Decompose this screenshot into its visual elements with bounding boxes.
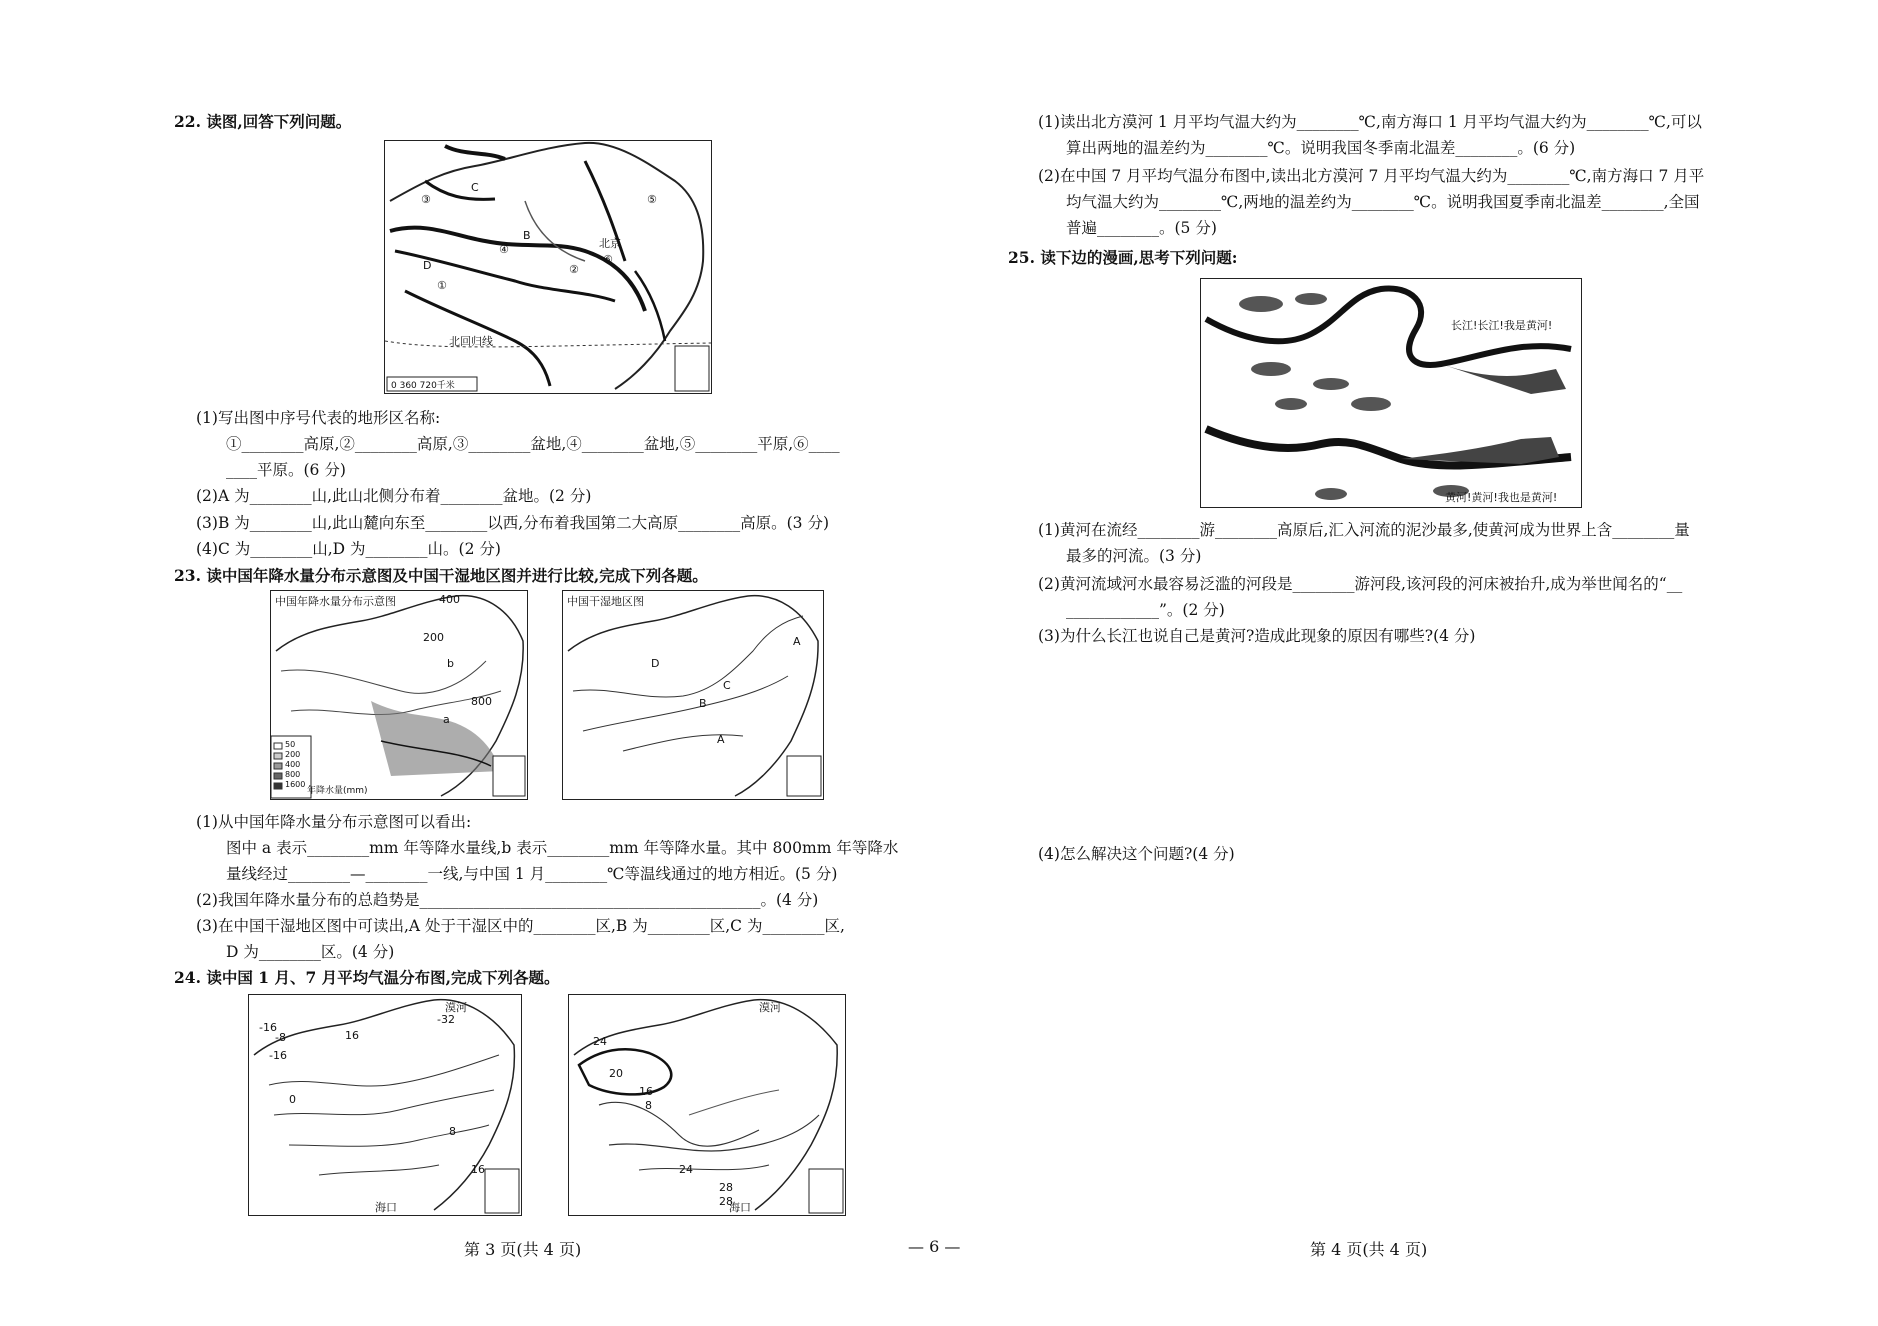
terrain-label-4: ④ xyxy=(499,243,509,256)
precip-legend-200: 200 xyxy=(285,750,301,759)
terrain-label-b: B xyxy=(523,229,531,242)
q22-sub2: (2)A 为________山,此山北侧分布着________盆地。(2 分) xyxy=(196,487,592,505)
dry-wet-map-title: 中国干湿地区图 xyxy=(567,595,644,608)
q23-sub3-b: D 为________区。(4 分) xyxy=(226,943,395,961)
terrain-label-2: ② xyxy=(569,263,579,276)
q25-sub2-b: ____________”。(2 分) xyxy=(1066,601,1225,619)
dry-wet-label-a-north: A xyxy=(793,635,801,648)
jan-label-haikou: 海口 xyxy=(375,1201,397,1214)
q23-title: 23. 读中国年降水量分布示意图及中国干湿地区图并进行比较,完成下列各题。 xyxy=(174,566,708,585)
terrain-label-3: ③ xyxy=(421,193,431,206)
dry-wet-label-c: C xyxy=(723,679,731,692)
terrain-label-d: D xyxy=(423,259,432,272)
q22-sub1-a: (1)写出图中序号代表的地形区名称: xyxy=(196,409,441,427)
q22-sub4: (4)C 为________山,D 为________山。(2 分) xyxy=(196,540,501,558)
q24-sub1-b: 算出两地的温差约为________℃。说明我国冬季南北温差________。(6 分) xyxy=(1066,139,1576,157)
precip-legend-800: 800 xyxy=(285,770,301,779)
jul-label-haikou: 海口 xyxy=(729,1201,751,1214)
dry-wet-label-a-south: A xyxy=(717,733,725,746)
terrain-label-c: C xyxy=(471,181,479,194)
q23-sub2: (2)我国年降水量分布的总趋势是____________________________________________。(4 分) xyxy=(196,891,819,909)
q24-sub2-c: 普遍________。(5 分) xyxy=(1066,219,1217,237)
q23-dry-wet-map xyxy=(562,590,824,800)
cartoon-speech-changjiang: 长江!长江!我是黄河! xyxy=(1451,319,1553,332)
precip-label-b: b xyxy=(447,657,454,670)
jan-label-0: 0 xyxy=(289,1093,296,1106)
jan-label-16: 16 xyxy=(345,1029,359,1042)
terrain-label-6: ⑥ xyxy=(603,253,613,266)
q25-sub1-b: 最多的河流。(3 分) xyxy=(1066,547,1202,565)
jul-label-16: 16 xyxy=(639,1085,653,1098)
terrain-scale-bar: 0 360 720千米 xyxy=(391,381,455,391)
terrain-label-tropic: 北回归线 xyxy=(449,335,493,348)
jan-label-minus32: -32 xyxy=(437,1013,455,1026)
q23-sub1-c: 量线经过________—________一线,与中国 1 月________℃等温线通过的地方相近。(5 分) xyxy=(226,865,838,883)
q24-title: 24. 读中国 1 月、7 月平均气温分布图,完成下列各题。 xyxy=(174,968,560,987)
jan-label-16-south: 16 xyxy=(471,1163,485,1176)
q22-sub3: (3)B 为________山,此山麓向东至________以西,分布着我国第二大高原________高原。(3 分) xyxy=(196,514,830,532)
precip-label-200: 200 xyxy=(423,631,444,644)
dry-wet-label-b: B xyxy=(699,697,707,710)
q22-title: 22. 读图,回答下列问题。 xyxy=(174,112,352,131)
q25-sub3: (3)为什么长江也说自己是黄河?造成此现象的原因有哪些?(4 分) xyxy=(1038,627,1476,645)
q24-sub1-a: (1)读出北方漠河 1 月平均气温大约为________℃,南方海口 1 月平均气温大约为________℃,可以 xyxy=(1038,113,1702,131)
precip-label-800: 800 xyxy=(471,695,492,708)
q22-sub1-c: ____平原。(6 分) xyxy=(226,461,346,479)
terrain-map-drawing xyxy=(385,141,711,393)
jan-label-8: 8 xyxy=(449,1125,456,1138)
q25-title: 25. 读下边的漫画,思考下列问题: xyxy=(1008,248,1238,267)
jan-label-minus16-b: -16 xyxy=(269,1049,287,1062)
q24-sub2-a: (2)在中国 7 月平均气温分布图中,读出北方漠河 7 月平均气温大约为________℃,南方海口 7 月平 xyxy=(1038,167,1705,185)
jan-label-minus8: -8 xyxy=(275,1031,286,1044)
terrain-label-1: ① xyxy=(437,279,447,292)
q25-sub1-a: (1)黄河在流经________游________高原后,汇入河流的泥沙最多,使黄河成为世界上含________量 xyxy=(1038,521,1690,539)
q22-terrain-map xyxy=(384,140,712,394)
precip-legend-400: 400 xyxy=(285,760,301,769)
q22-sub1-b: ①________高原,②________高原,③________盆地,④________盆地,⑤________平原,⑥____ xyxy=(226,435,840,453)
july-map-drawing xyxy=(569,995,845,1215)
q24-july-temperature-map xyxy=(568,994,846,1216)
cartoon-speech-huanghe: 黄河!黄河!我也是黄河! xyxy=(1445,491,1558,504)
precip-map-title: 中国年降水量分布示意图 xyxy=(275,595,396,608)
jul-label-20: 20 xyxy=(609,1067,623,1080)
dry-wet-label-d: D xyxy=(651,657,660,670)
jul-label-28-a: 28 xyxy=(719,1181,733,1194)
cartoon-drawing xyxy=(1201,279,1581,507)
precip-label-400: 400 xyxy=(439,593,460,606)
jan-label-minus16-a: -16 xyxy=(259,1021,277,1034)
jul-label-8: 8 xyxy=(645,1099,652,1112)
precip-legend-50: 50 xyxy=(285,740,296,749)
q24-january-temperature-map xyxy=(248,994,522,1216)
q23-sub1-b: 图中 a 表示________mm 年等降水量线,b 表示________mm 年等降水量。其中 800mm 年等降水 xyxy=(226,839,899,857)
left-page-footer: 第 3 页(共 4 页) xyxy=(464,1240,582,1259)
q25-sub2-a: (2)黄河流域河水最容易泛滥的河段是________游河段,该河段的河床被抬升,成为举世闻名的“__ xyxy=(1038,575,1683,593)
q23-sub1-a: (1)从中国年降水量分布示意图可以看出: xyxy=(196,813,472,831)
q23-precipitation-map xyxy=(270,590,528,800)
precip-label-a: a xyxy=(443,713,450,726)
dry-wet-map-drawing xyxy=(563,591,823,799)
jul-label-28-b: 28 xyxy=(719,1195,733,1208)
precip-legend-title: 年降水量(mm) xyxy=(307,786,368,796)
q23-sub3-a: (3)在中国干湿地区图中可读出,A 处于干湿区中的________区,B 为________区,C 为________区, xyxy=(196,917,845,935)
q24-sub2-b: 均气温大约为________℃,两地的温差约为________℃。说明我国夏季南北温差________,全国 xyxy=(1066,193,1700,211)
right-page-footer: 第 4 页(共 4 页) xyxy=(1310,1240,1428,1259)
center-page-number: — 6 — xyxy=(908,1237,961,1256)
q25-sub4: (4)怎么解决这个问题?(4 分) xyxy=(1038,845,1235,863)
jul-label-24-south: 24 xyxy=(679,1163,693,1176)
terrain-label-beijing: 北京 xyxy=(599,237,621,250)
jul-label-24-north: 24 xyxy=(593,1035,607,1048)
jul-label-mohe: 漠河 xyxy=(759,1001,781,1014)
jan-label-mohe: 漠河 xyxy=(445,1001,467,1014)
precip-legend-1600: 1600 xyxy=(285,780,306,789)
terrain-label-5: ⑤ xyxy=(647,193,657,206)
q25-river-cartoon xyxy=(1200,278,1582,508)
